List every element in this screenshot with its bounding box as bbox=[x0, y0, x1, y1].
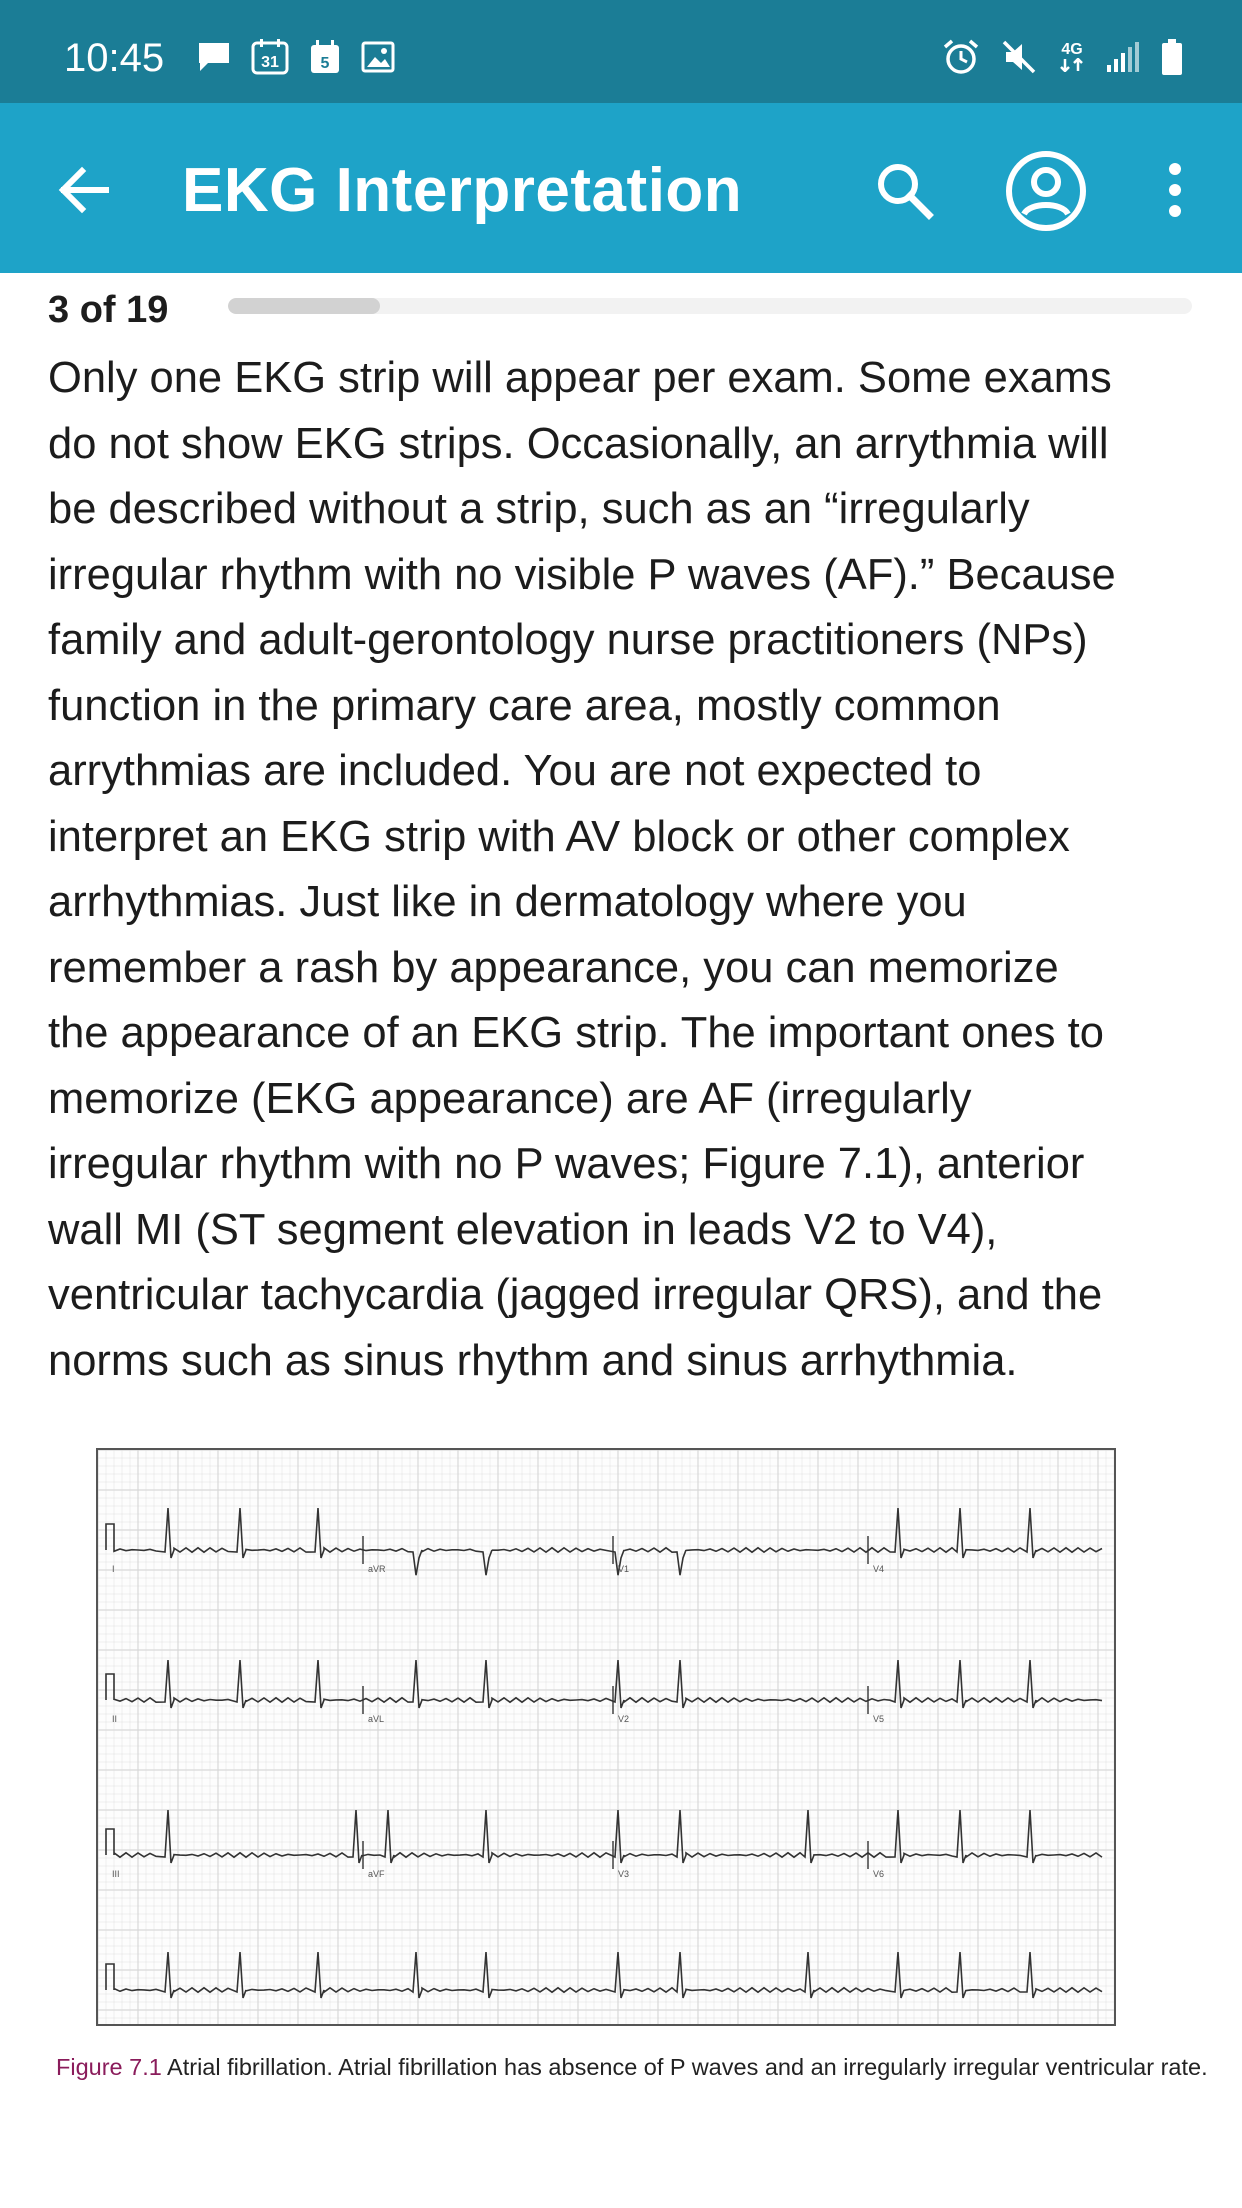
body-text-line: arrythmias are included. You are not expected to bbox=[48, 747, 982, 795]
body-text-line: norms such as sinus rhythm and sinus arrhythmia. bbox=[48, 1336, 1018, 1385]
calendar-badge-icon bbox=[308, 39, 342, 75]
ekg-trace bbox=[106, 1660, 1102, 1708]
body-text-line: family and adult-gerontology nurse practitioners (NPs) bbox=[48, 616, 1088, 664]
image-icon bbox=[360, 40, 396, 74]
ekg-figure bbox=[96, 1448, 1116, 2026]
status-bar bbox=[0, 0, 1242, 103]
body-text-line: interpret an EKG strip with AV block or other complex bbox=[48, 812, 1070, 861]
body-text-line: the appearance of an EKG strip. The important ones to bbox=[48, 1009, 1104, 1057]
page-title: EKG Interpretation bbox=[182, 156, 743, 225]
progress-bar bbox=[228, 298, 1192, 314]
progress-fill bbox=[228, 298, 380, 314]
lead-label: V3 bbox=[618, 1869, 630, 1879]
body-text-line: remember a rash by appearance, you can memorize bbox=[48, 943, 1059, 992]
status-icons-right bbox=[942, 38, 1184, 76]
arrow-left-icon bbox=[52, 158, 116, 222]
ekg-trace bbox=[106, 1952, 1102, 1998]
lead-label: aVR bbox=[368, 1564, 386, 1574]
lead-label: aVL bbox=[368, 1714, 385, 1724]
body-text-line: do not show EKG strips. Occasionally, an arrythmia will bbox=[48, 419, 1109, 468]
lead-label: V2 bbox=[618, 1714, 630, 1724]
more-options-button[interactable] bbox=[1160, 158, 1190, 222]
lead-label: V4 bbox=[873, 1564, 885, 1574]
body-text-line: ventricular tachycardia (jagged irregular QRS), and the bbox=[48, 1271, 1103, 1319]
lead-label: aVF bbox=[368, 1869, 385, 1879]
progress-label: 3 of 19 bbox=[48, 289, 169, 331]
body-text-line: be described without a strip, such as an “irregularly bbox=[48, 485, 1030, 533]
status-time: 10:45 bbox=[64, 36, 165, 80]
badge-day-text: 5 bbox=[320, 55, 330, 72]
body-text-line: arrhythmias. Just like in dermatology where you bbox=[48, 878, 967, 926]
account-button[interactable] bbox=[1004, 149, 1088, 233]
figure-label: Figure 7.1 bbox=[56, 2054, 162, 2080]
lead-label: III bbox=[112, 1869, 120, 1879]
account-icon bbox=[1004, 149, 1088, 233]
body-text bbox=[48, 346, 1208, 1394]
figure-caption bbox=[56, 2052, 1206, 2082]
mute-icon bbox=[1000, 38, 1038, 76]
body-text-line: function in the primary care area, mostly common bbox=[48, 681, 1001, 730]
lead-label: V5 bbox=[873, 1714, 885, 1724]
alarm-icon bbox=[942, 38, 980, 76]
body-text-line: Only one EKG strip will appear per exam. Some exams bbox=[48, 354, 1112, 402]
lead-label: I bbox=[112, 1564, 115, 1574]
body-text-line: wall MI (ST segment elevation in leads V2 to V4), bbox=[48, 1205, 998, 1254]
lead-label: II bbox=[112, 1714, 118, 1724]
calendar-day-text: 31 bbox=[261, 54, 279, 71]
app-bar bbox=[0, 103, 1242, 273]
figure-caption-text: Atrial fibrillation. Atrial fibrillation has absence of P waves and an irregularly irregular ventricular rate. bbox=[161, 2054, 1208, 2080]
status-icons-left bbox=[196, 38, 396, 76]
back-button[interactable] bbox=[52, 158, 116, 222]
ekg-trace bbox=[106, 1508, 1102, 1575]
network-4g-icon bbox=[1058, 42, 1086, 72]
signal-icon bbox=[1106, 41, 1140, 73]
network-label: 4G bbox=[1061, 41, 1083, 58]
body-text-line: irregular rhythm with no visible P waves (AF).” Because bbox=[48, 550, 1116, 599]
more-vertical-icon bbox=[1160, 158, 1190, 222]
calendar-icon bbox=[250, 38, 290, 76]
search-icon bbox=[872, 158, 936, 222]
lead-label: V1 bbox=[618, 1564, 630, 1574]
ekg-strip-image bbox=[98, 1450, 1114, 2024]
message-icon bbox=[196, 40, 232, 74]
body-text-line: irregular rhythm with no P waves; Figure 7.1), anterior bbox=[48, 1140, 1085, 1188]
lead-label: V6 bbox=[873, 1869, 885, 1879]
battery-icon bbox=[1160, 38, 1184, 76]
search-button[interactable] bbox=[872, 158, 936, 222]
body-text-line: memorize (EKG appearance) are AF (irregularly bbox=[48, 1074, 972, 1123]
